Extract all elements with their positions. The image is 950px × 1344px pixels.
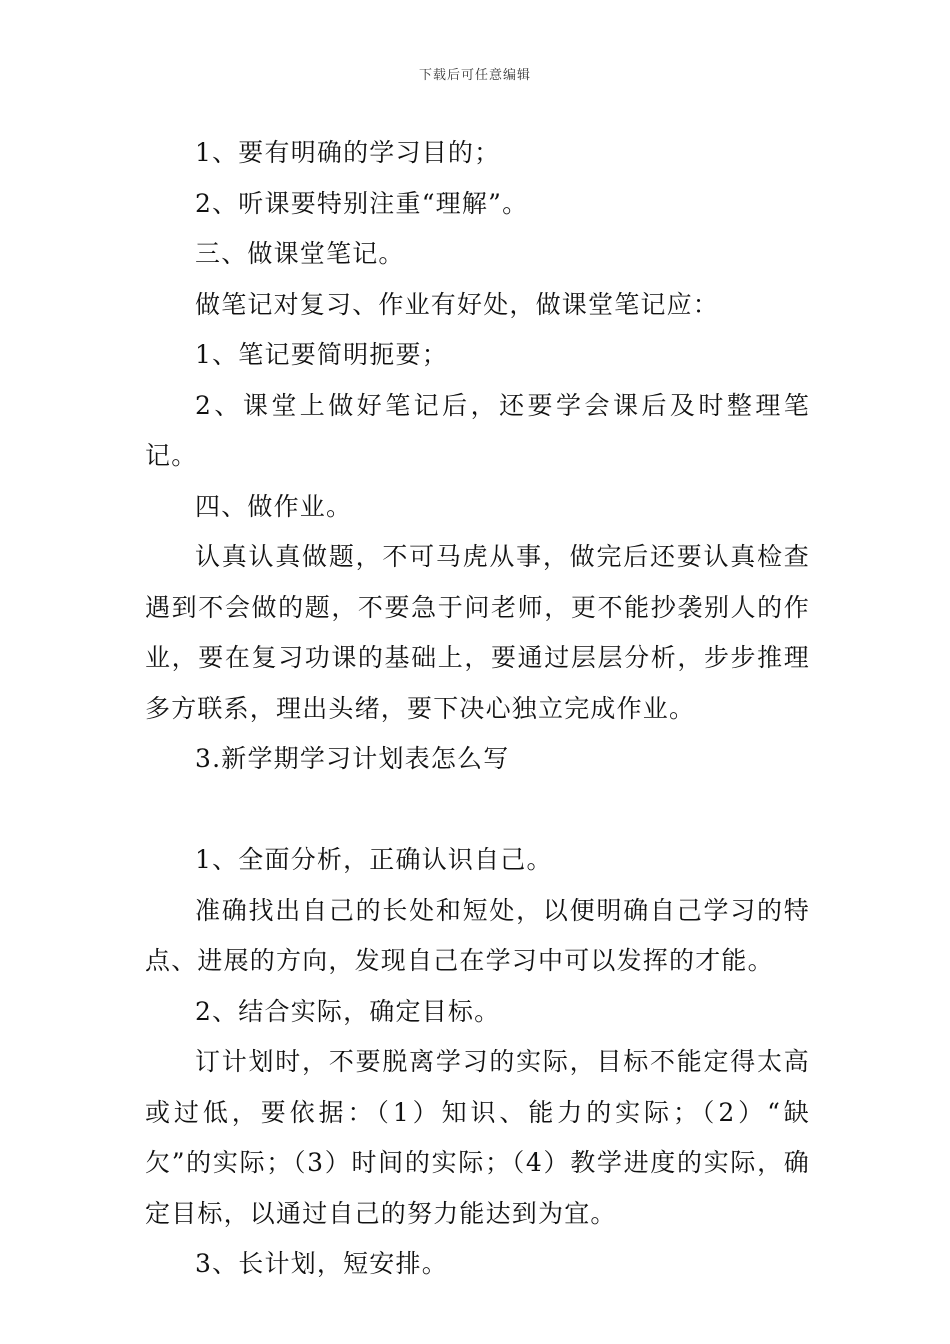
article-title: 3.新学期学习计划表怎么写 — [195, 744, 510, 773]
paragraph: 准确找出自己的长处和短处，以便明确自己学习的特点、进展的方向，发现自己在学习中可以发挥的才能。 — [145, 895, 810, 975]
section-heading: 2、结合实际，确定目标。 — [195, 996, 501, 1026]
paragraph: 订计划时，不要脱离学习的实际，目标不能定得太高或过低，要依据：（1）知识、能力的实际；（2）“缺欠”的实际；（3）时间的实际；（4）教学进度的实际，确定目标，以通过自己的努力能达到为宜。 — [145, 1047, 810, 1228]
blank-line — [145, 785, 810, 836]
paragraph: 认真认真做题，不可马虎从事，做完后还要认真检查遇到不会做的题，不要急于问老师，更不能抄袭别人的作业，要在复习功课的基础上，要通过层层分析，步步推理多方联系，理出头绪，要下决心独立完成作业。 — [145, 542, 810, 723]
paragraph: 2、课堂上做好笔记后，还要学会课后及时整理笔记。 — [145, 390, 810, 470]
paragraph: 做笔记对复习、作业有好处，做课堂笔记应： — [195, 289, 720, 319]
section-heading: 1、全面分析，正确认识自己。 — [195, 845, 553, 874]
page-header-note: 下载后可任意编辑 — [418, 68, 531, 83]
section-heading: 三、做课堂笔记。 — [195, 239, 405, 268]
paragraph: 1、要有明确的学习目的； — [195, 138, 501, 167]
section-heading: 四、做作业。 — [195, 491, 353, 521]
section-heading: 3、长计划，短安排。 — [195, 1249, 448, 1278]
document-body — [145, 128, 810, 1290]
paragraph: 2、听课要特别注重“理解”。 — [195, 188, 529, 218]
paragraph: 1、笔记要简明扼要； — [195, 340, 448, 369]
